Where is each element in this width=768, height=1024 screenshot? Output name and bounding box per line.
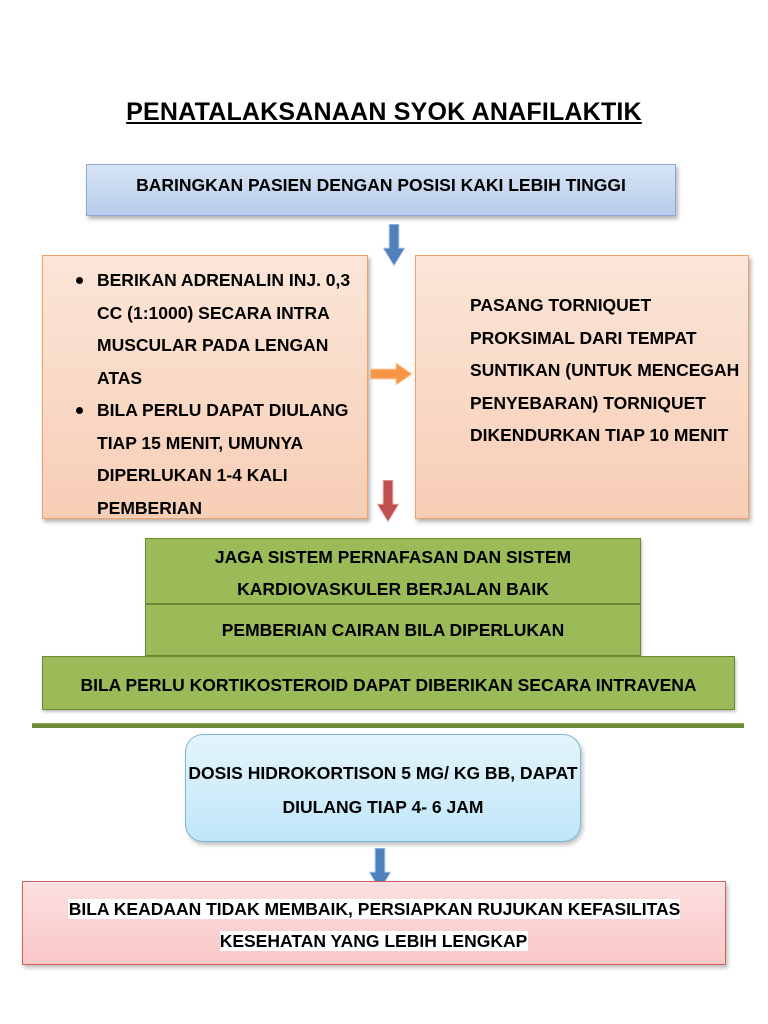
list-item-adrenaline-repeat: BILA PERLU DAPAT DIULANG TIAP 15 MENIT, UMUNYA DIPERLUKAN 1-4 KALI PEMBERIAN <box>97 394 359 524</box>
step-referral <box>22 881 726 965</box>
step-maintain-systems: JAGA SISTEM PERNAFASAN DAN SISTEM KARDIOVASKULER BERJALAN BAIK <box>145 538 641 604</box>
step-corticosteroid: BILA PERLU KORTIKOSTEROID DAPAT DIBERIKAN SECARA INTRAVENA <box>42 656 735 710</box>
right-arrow-icon <box>370 362 414 386</box>
step-position-patient: BARINGKAN PASIEN DENGAN POSISI KAKI LEBIH TINGGI <box>86 164 676 216</box>
divider <box>32 723 744 728</box>
step-fluids: PEMBERIAN CAIRAN BILA DIPERLUKAN <box>145 604 641 656</box>
down-arrow-icon <box>376 480 400 524</box>
step-hydrocortisone-dose: DOSIS HIDROKORTISON 5 MG/ KG BB, DAPAT DIULANG TIAP 4- 6 JAM <box>185 734 581 842</box>
diagram-title: PENATALAKSANAAN SYOK ANAFILAKTIK <box>126 98 642 126</box>
step-adrenaline <box>42 255 368 519</box>
referral-text: BILA KEADAAN TIDAK MEMBAIK, PERSIAPKAN RUJUKAN KEFASILITAS KESEHATAN YANG LEBIH LENGKAP <box>68 899 681 951</box>
list-item-adrenaline-dose: BERIKAN ADRENALIN INJ. 0,3 CC (1:1000) SECARA INTRA MUSCULAR PADA LENGAN ATAS <box>97 264 359 394</box>
down-arrow-icon <box>383 224 405 268</box>
step-tourniquet: PASANG TORNIQUET PROKSIMAL DARI TEMPAT SUNTIKAN (UNTUK MENCEGAH PENYEBARAN) TORNIQUET DIKENDURKAN TIAP 10 MENIT <box>415 255 749 519</box>
